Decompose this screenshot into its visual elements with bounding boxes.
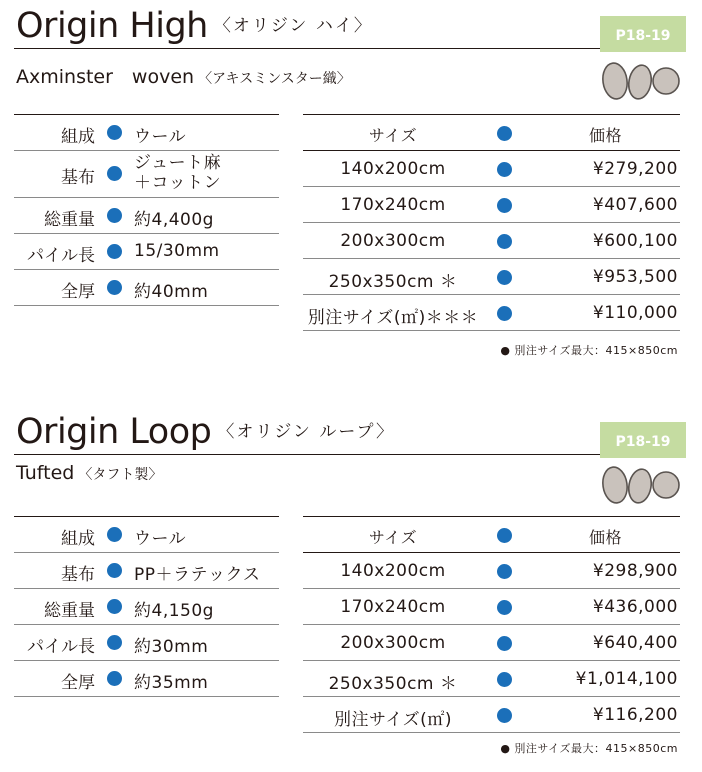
spec-value: 約40mm: [134, 282, 209, 302]
bullet-dot-icon: [107, 671, 122, 686]
spec-row-backing: [14, 553, 279, 589]
rug-size: 140x200cm: [340, 561, 446, 581]
rug-price: ¥298,900: [592, 561, 678, 581]
rug-size: 別注サイズ(㎡)＊＊＊: [307, 308, 479, 328]
custom-size-note: ● 別注サイズ最大：415×850cm: [500, 344, 678, 357]
product-name-kana: 〈オリジン ハイ〉: [213, 16, 373, 36]
price-row: [303, 223, 680, 259]
rug-price: ¥436,000: [592, 597, 678, 617]
bullet-dot-icon: [497, 672, 512, 687]
spec-label: 総重量: [44, 601, 95, 621]
spec-value: 約4,400g: [134, 210, 214, 230]
bullet-dot-icon: [497, 234, 512, 249]
bullet-dot-icon: [107, 244, 122, 259]
price-row-custom: [303, 697, 680, 733]
spec-label: 組成: [61, 529, 95, 549]
price-header-row: [303, 516, 680, 553]
weave-type-label: Tufted: [16, 462, 75, 484]
rug-price: ¥1,014,100: [575, 669, 678, 689]
price-header-row: [303, 114, 680, 151]
spec-label: パイル長: [27, 637, 95, 657]
rug-size: 200x300cm: [340, 231, 446, 251]
bullet-dot-icon: [497, 636, 512, 651]
rug-size: 200x300cm: [340, 633, 446, 653]
price-row: [303, 259, 680, 295]
title-rule: [14, 454, 600, 455]
product-title: [16, 412, 395, 452]
price-table: [303, 516, 680, 733]
bullet-dot-icon: [107, 280, 122, 295]
page-reference-badge: P18-19: [600, 16, 686, 52]
spec-table: [14, 114, 279, 306]
spec-row-composition: [14, 516, 279, 553]
product-name: Origin High: [16, 6, 208, 46]
bullet-dot-icon: [497, 306, 512, 321]
bullet-dot-icon: [107, 635, 122, 650]
rug-price: ¥953,500: [592, 267, 678, 287]
spec-row-backing: [14, 151, 279, 198]
rug-price: ¥279,200: [592, 159, 678, 179]
spec-row-thickness: [14, 661, 279, 697]
spec-value: 約30mm: [134, 637, 209, 657]
rug-price: ¥110,000: [592, 303, 678, 323]
bullet-dot-icon: [107, 527, 122, 542]
spec-row-pile-length: [14, 625, 279, 661]
price-row: [303, 187, 680, 223]
weave-type-label: Axminster woven: [16, 66, 195, 88]
spec-row-thickness: [14, 270, 279, 306]
rug-size: 170x240cm: [340, 597, 446, 617]
spec-label: 基布: [61, 168, 95, 188]
weave-type: [16, 62, 351, 89]
weave-type-kana: 〈タフト製〉: [78, 467, 163, 483]
bullet-dot-icon: [107, 208, 122, 223]
spec-row-weight: [14, 589, 279, 625]
spec-label: 組成: [61, 127, 95, 147]
bullet-dot-icon: [497, 162, 512, 177]
spec-value: PP＋ラテックス: [134, 565, 261, 585]
spec-value: 15/30mm: [134, 241, 220, 261]
bullet-dot-icon: [107, 563, 122, 578]
spec-value: ウール: [134, 529, 187, 549]
spec-row-pile-length: [14, 234, 279, 270]
price-column-header: 価格: [588, 528, 622, 547]
page-reference-badge: P18-19: [600, 422, 686, 458]
rug-size: 140x200cm: [340, 159, 446, 179]
product-name: Origin Loop: [16, 412, 212, 452]
rug-price: ¥640,400: [592, 633, 678, 653]
spec-label: 全厚: [61, 673, 95, 693]
price-row: [303, 151, 680, 187]
bullet-dot-icon: [107, 125, 122, 140]
bullet-dot-icon: [497, 270, 512, 285]
weave-type: [16, 462, 162, 484]
bullet-dot-icon: [107, 599, 122, 614]
bullet-dot-icon: [107, 166, 122, 181]
bullet-dot-icon: [497, 528, 512, 543]
spec-table: [14, 516, 279, 697]
spec-label: パイル長: [27, 246, 95, 266]
bullet-dot-icon: [497, 708, 512, 723]
rug-size: 250x350cm ＊: [328, 674, 458, 694]
spec-label: 総重量: [44, 210, 95, 230]
spec-value: 約35mm: [134, 673, 209, 693]
rug-price: ¥116,200: [592, 705, 678, 725]
price-row: [303, 589, 680, 625]
size-column-header: サイズ: [368, 528, 418, 547]
rug-price: ¥600,100: [592, 231, 678, 251]
product-name-kana: 〈オリジン ループ〉: [217, 422, 395, 442]
price-row: [303, 553, 680, 589]
price-row: [303, 625, 680, 661]
spec-value: 約4,150g: [134, 601, 214, 621]
price-row-custom: [303, 295, 680, 331]
weave-type-kana: 〈アキスミンスター織〉: [198, 71, 351, 87]
product-title: [16, 6, 373, 46]
rug-size: 250x350cm ＊: [328, 272, 458, 292]
bullet-dot-icon: [497, 564, 512, 579]
price-table: [303, 114, 680, 331]
rug-size: 別注サイズ(㎡): [334, 710, 452, 730]
spec-label: 全厚: [61, 282, 95, 302]
spec-label: 基布: [61, 565, 95, 585]
title-rule: [14, 48, 600, 49]
bullet-dot-icon: [497, 198, 512, 213]
rug-sample-swatches-icon: [600, 60, 688, 102]
custom-size-note: ● 別注サイズ最大：415×850cm: [500, 742, 678, 755]
bullet-dot-icon: [497, 126, 512, 141]
spec-value: ジュート麻 ＋コットン: [134, 153, 222, 193]
spec-row-composition: [14, 114, 279, 151]
price-column-header: 価格: [588, 126, 622, 145]
spec-value: ウール: [134, 127, 187, 147]
price-row: [303, 661, 680, 697]
size-column-header: サイズ: [368, 126, 418, 145]
rug-sample-swatches-icon: [600, 464, 688, 506]
rug-price: ¥407,600: [592, 195, 678, 215]
spec-row-weight: [14, 198, 279, 234]
rug-size: 170x240cm: [340, 195, 446, 215]
bullet-dot-icon: [497, 600, 512, 615]
